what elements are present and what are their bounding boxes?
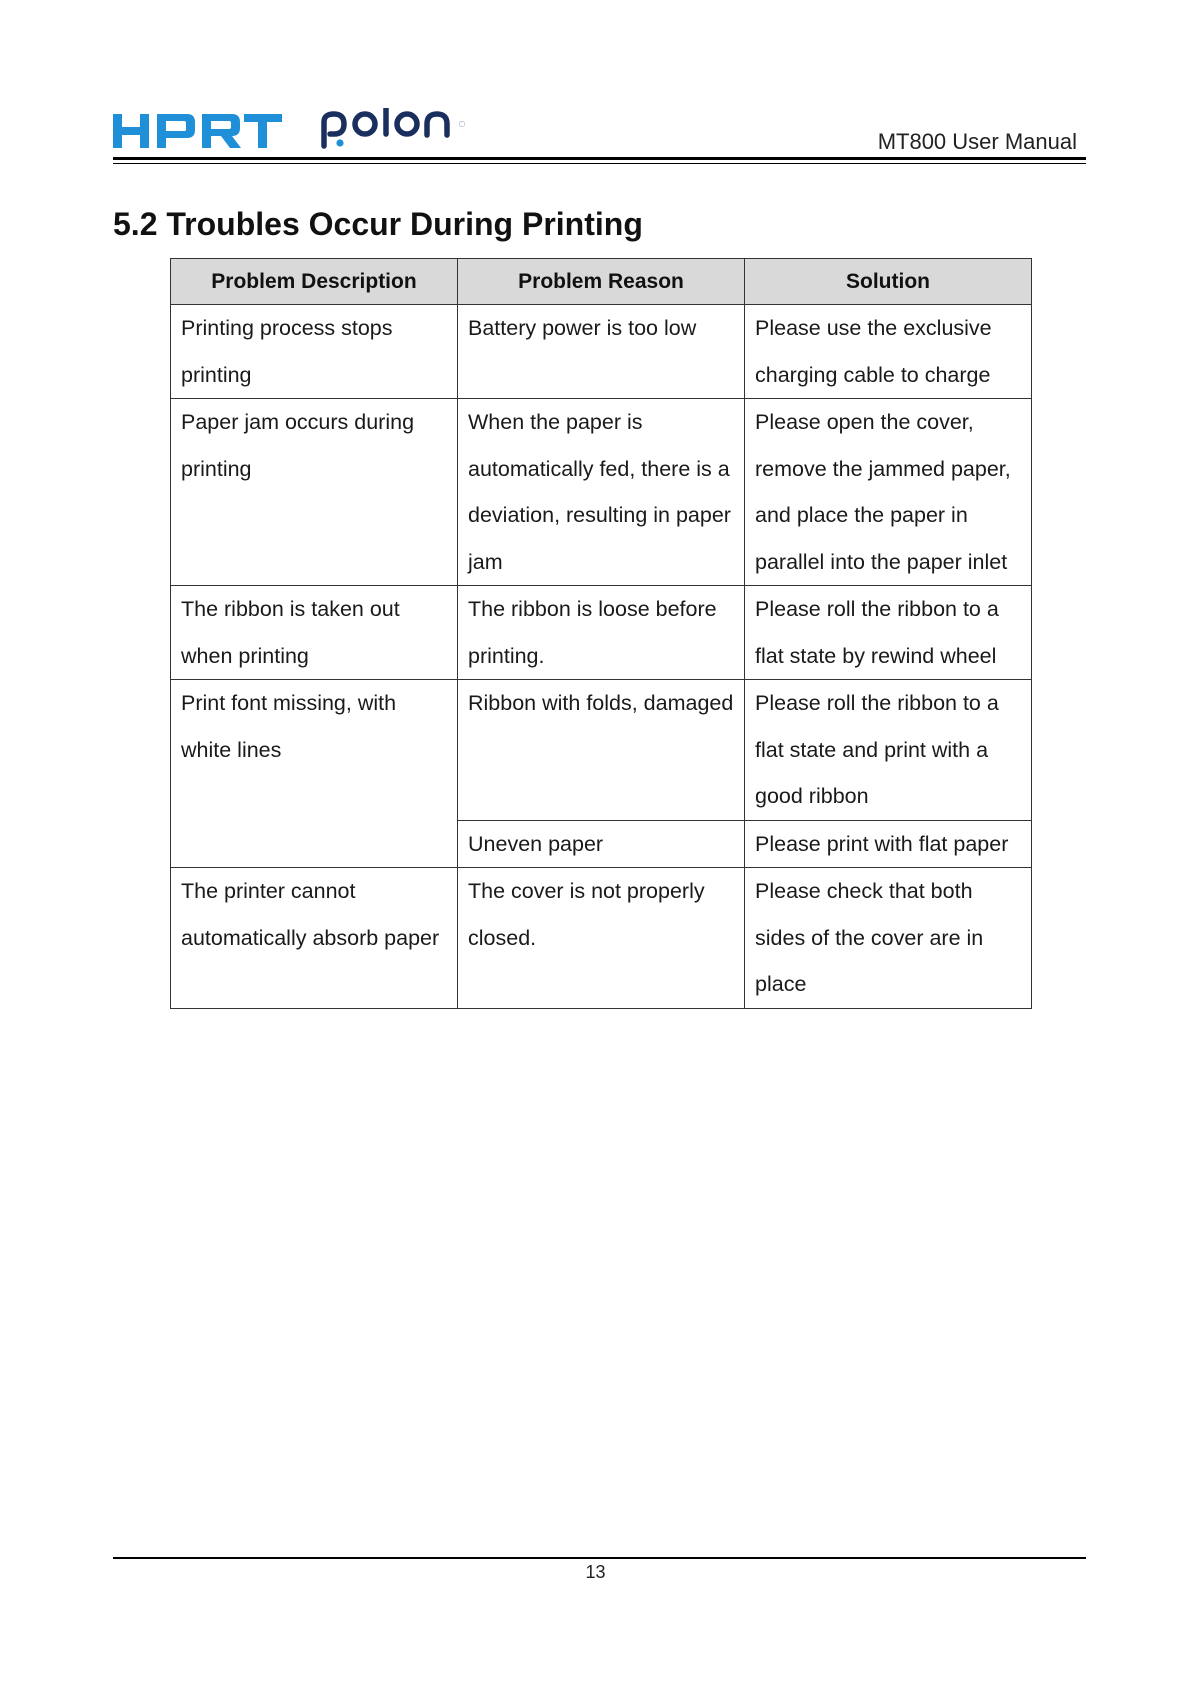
solution-cell: Please print with flat paper [745,820,1032,868]
manual-title: MT800 User Manual [877,129,1077,154]
page-number: 13 [585,1562,606,1582]
table-row [171,586,1032,680]
problem-reason-cell: The cover is not properly closed. [458,868,745,1009]
header-rule-thick [113,157,1086,160]
solution-cell: Please roll the ribbon to a flat state by rewind wheel [745,586,1032,680]
problem-reason-cell: Ribbon with folds, damaged [458,680,745,821]
problem-reason-cell: Uneven paper [458,820,745,868]
problem-description-cell: The ribbon is taken out when printing [171,586,458,680]
problem-reason-cell: Battery power is too low [458,305,745,399]
table-row [171,680,1032,821]
problem-description-cell: Paper jam occurs during printing [171,399,458,586]
solution-cell: Please open the cover, remove the jammed paper, and place the paper in parallel into the paper inlet [745,399,1032,586]
solution-cell: Please roll the ribbon to a flat state and print with a good ribbon [745,680,1032,821]
table-header-row [171,259,1032,305]
header-solution: Solution [745,259,1032,305]
footer-rule [113,1557,1086,1559]
polono-logo [319,108,469,150]
problem-reason-cell: The ribbon is loose before printing. [458,586,745,680]
table-row [171,305,1032,399]
problem-description-cell: Printing process stops printing [171,305,458,399]
section-title: 5.2 Troubles Occur During Printing [113,206,643,242]
problem-description-cell: Print font missing, with white lines [171,680,458,868]
troubleshooting-table [170,258,1032,1009]
header-problem-reason: Problem Reason [458,259,745,305]
problem-description-cell: The printer cannot automatically absorb paper [171,868,458,1009]
solution-cell: Please check that both sides of the cover are in place [745,868,1032,1009]
problem-reason-cell: When the paper is automatically fed, there is a deviation, resulting in paper jam [458,399,745,586]
hprt-logo [113,112,283,152]
header-problem-description: Problem Description [171,259,458,305]
table-row [171,399,1032,586]
table-row [171,868,1032,1009]
header-rule-thin [113,163,1086,164]
solution-cell: Please use the exclusive charging cable to charge [745,305,1032,399]
